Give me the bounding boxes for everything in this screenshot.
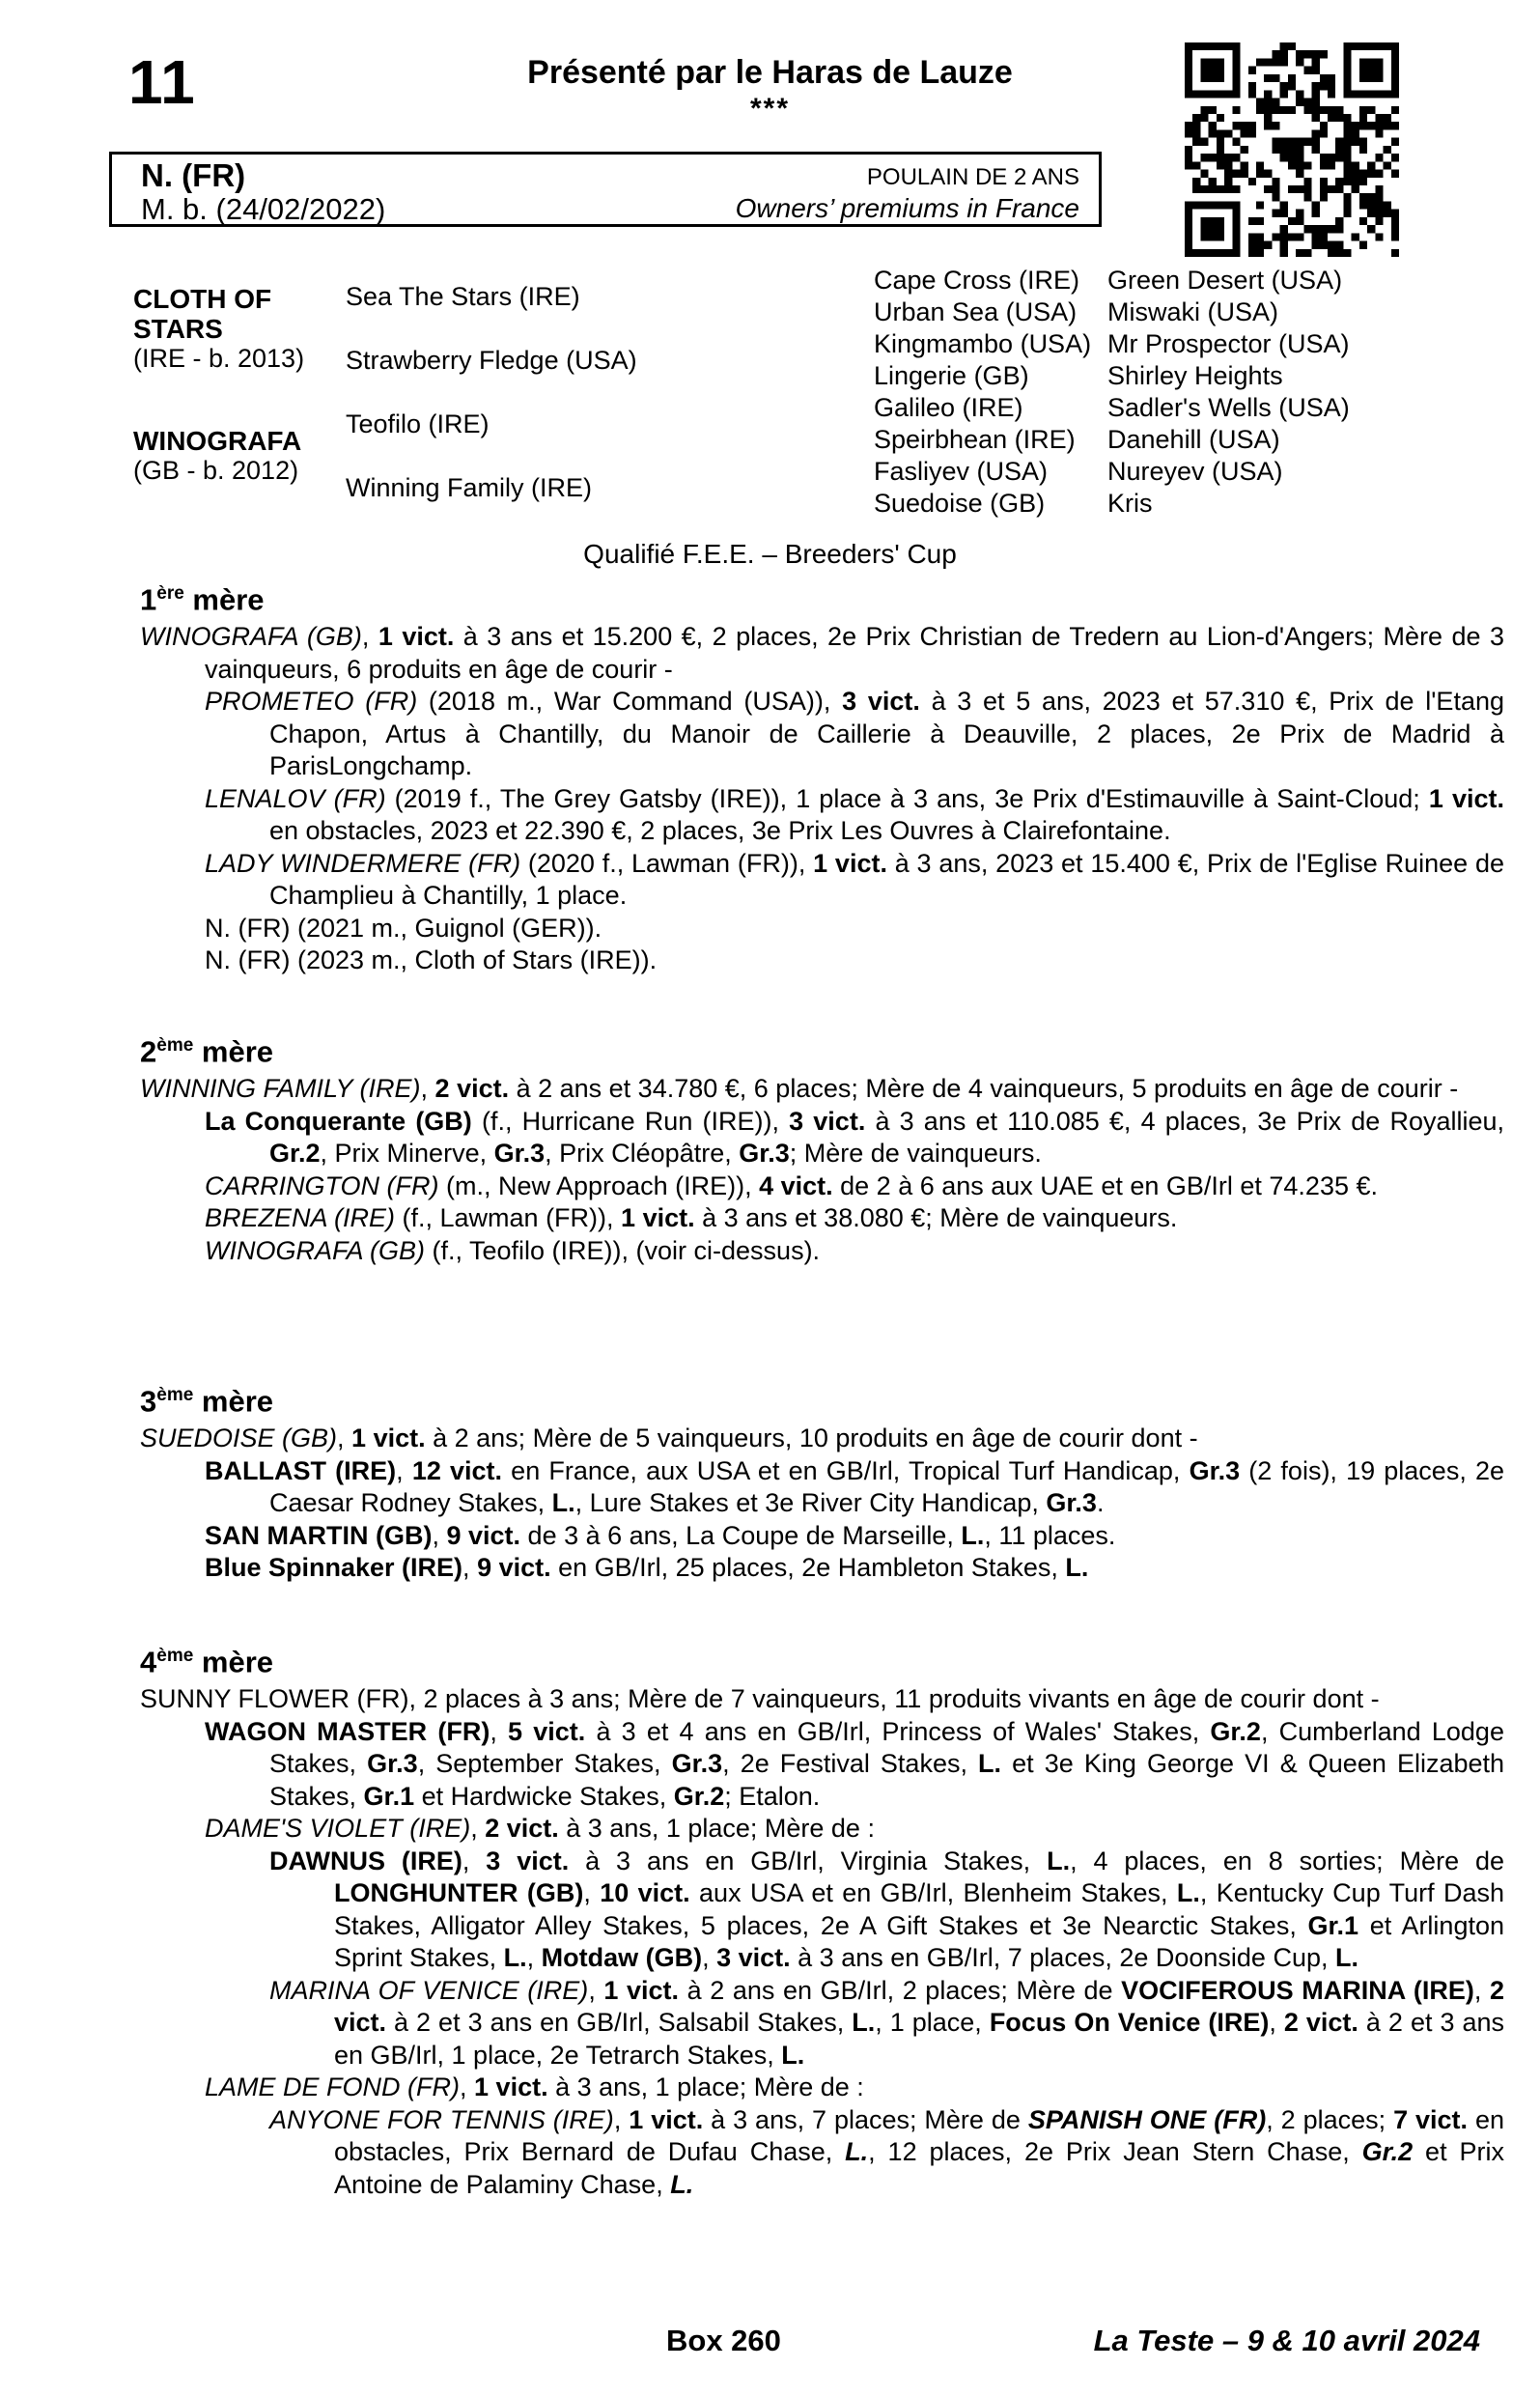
mere-section-3 xyxy=(140,1379,1504,1585)
text-run: Gr.3 xyxy=(739,1139,790,1169)
pedigree-paragraph xyxy=(140,1455,1504,1520)
mere-section-4 xyxy=(140,1640,1504,2201)
text-run: , xyxy=(702,1943,717,1973)
text-run: Gr.3 xyxy=(367,1749,418,1779)
mere-section-1 xyxy=(140,578,1504,977)
pedigree-paragraph xyxy=(140,2072,1504,2104)
text-run: 10 vict. xyxy=(600,1878,690,1908)
heading-ordinal-suffix: ère xyxy=(156,583,184,604)
heading-ordinal-suffix: ème xyxy=(156,1385,194,1405)
text-run: 3 vict. xyxy=(789,1106,866,1136)
horse-name: N. (FR) xyxy=(141,157,246,193)
sale-conditions xyxy=(736,157,1079,221)
pedigree-paragraph xyxy=(140,1716,1504,1814)
text-run: 12 vict. xyxy=(411,1455,503,1485)
text-run: (f., Teofilo (IRE)), (voir ci-dessus). xyxy=(424,1235,821,1265)
pedigree-gen4-0: Green Desert (USA) xyxy=(1107,266,1343,295)
text-run: (f., Hurricane Run (IRE)), xyxy=(471,1106,790,1136)
text-run: WINOGRAFA (GB) xyxy=(140,622,362,652)
pedigree-paragraph xyxy=(140,1520,1504,1553)
text-run: LONGHUNTER (GB) xyxy=(334,1878,584,1908)
text-run: (2019 f., The Grey Gatsby (IRE)), 1 place à 3 ans, 3e Prix d'Estimauville à Saint-Cloud; xyxy=(385,783,1429,813)
text-run: 5 vict. xyxy=(508,1716,586,1746)
text-run: BALLAST (IRE) xyxy=(205,1455,397,1485)
text-run: SUNNY FLOWER (FR), 2 places à 3 ans; Mère de 7 vainqueurs, 11 produits vivants en âge de courir dont - xyxy=(140,1684,1380,1714)
text-run: L. xyxy=(503,1943,527,1973)
text-run: 2 vict. xyxy=(485,1814,559,1844)
text-run: à 3 ans, 1 place; Mère de : xyxy=(547,2072,864,2102)
text-run: SAN MARTIN (GB) xyxy=(205,1520,433,1550)
text-run: à 2 ans; Mère de 5 vainqueurs, 10 produits en âge de courir dont - xyxy=(425,1424,1198,1453)
text-run: 2 vict. xyxy=(334,1975,1504,2038)
text-run: , xyxy=(470,1814,486,1844)
horse-category: POULAIN DE 2 ANS xyxy=(866,164,1079,190)
pedigree-gen1-1 xyxy=(133,426,346,486)
pedigree-paragraph xyxy=(140,1423,1504,1455)
text-run: , xyxy=(396,1455,412,1485)
section-heading: 1ère mère xyxy=(140,582,265,617)
text-run: , xyxy=(490,1716,509,1746)
pedigree-paragraph xyxy=(140,1202,1504,1235)
text-run: 9 vict. xyxy=(446,1520,521,1550)
text-run: à 3 ans, 1 place; Mère de : xyxy=(558,1814,875,1844)
text-run: de 3 à 6 ans, La Coupe de Marseille, xyxy=(520,1520,962,1550)
text-run: PROMETEO (FR) xyxy=(205,687,418,717)
text-run: Gr.3 xyxy=(671,1749,723,1779)
text-run: en GB/Irl, 25 places, 2e Hambleton Stakes, xyxy=(550,1553,1066,1583)
text-run: VOCIFEROUS MARINA (IRE) xyxy=(1121,1975,1474,2005)
text-run: 1 vict. xyxy=(474,2072,548,2102)
text-run: L. xyxy=(978,1749,1002,1779)
box-number: Box 260 xyxy=(666,2324,781,2357)
pedigree-gen2-0: Sea The Stars (IRE) xyxy=(346,281,580,311)
text-run: à 3 et 5 ans, 2023 et 57.310 €, Prix de l'Etang Chapon, Artus à Chantilly, du Manoir de Caillerie à Deauville, 2 places, 2e Prix de Madrid à ParisLongchamp. xyxy=(269,687,1504,781)
pedigree-gen4-7: Kris xyxy=(1107,489,1153,518)
text-run: , 12 places, 2e Prix Jean Stern Chase, xyxy=(868,2137,1362,2167)
text-run: , xyxy=(337,1424,352,1453)
text-run: 3 vict. xyxy=(842,687,920,717)
pedigree-paragraph xyxy=(140,621,1504,686)
text-run: LADY WINDERMERE (FR) xyxy=(205,848,521,878)
text-run: , 4 places, en 8 sorties; Mère de xyxy=(1070,1846,1505,1875)
pedigree-gen2-2: Teofilo (IRE) xyxy=(346,409,490,438)
text-run: 4 vict. xyxy=(759,1170,833,1200)
text-run: 3 vict. xyxy=(716,1943,791,1973)
text-run: à 2 et 3 ans en GB/Irl, 1 place, 2e Tetrarch Stakes, xyxy=(334,2008,1505,2070)
text-run: L. xyxy=(845,2137,869,2167)
text-run: MARINA OF VENICE (IRE) xyxy=(269,1975,589,2005)
horse-header-box xyxy=(109,152,1102,227)
qualification-line: Qualifié F.E.E. – Breeders' Cup xyxy=(583,539,957,569)
text-run: N. (FR) (2023 m., Cloth of Stars (IRE)). xyxy=(205,945,658,975)
pedigree-gen3-2: Kingmambo (USA) xyxy=(874,329,1092,358)
text-run: à 2 ans et 34.780 €, 6 places; Mère de 4 vainqueurs, 5 produits en âge de courir - xyxy=(509,1074,1459,1104)
text-run: , 11 places. xyxy=(984,1520,1116,1550)
text-run: , 2 places; xyxy=(1266,2104,1394,2134)
text-run: , xyxy=(588,1975,604,2005)
text-run: L. xyxy=(670,2169,694,2199)
text-run: Gr.3 xyxy=(493,1139,546,1169)
text-run: L. xyxy=(1176,1878,1200,1908)
text-run: L. xyxy=(852,2008,876,2038)
text-run: CARRINGTON (FR) xyxy=(205,1170,439,1200)
horse-identity xyxy=(141,157,386,226)
text-run: , xyxy=(1269,2008,1284,2038)
section-heading: 2ème mère xyxy=(140,1034,274,1069)
text-run: 1 vict. xyxy=(378,622,455,652)
pedigree-gen4-4: Sadler's Wells (USA) xyxy=(1107,393,1350,422)
text-run: L. xyxy=(781,2040,805,2070)
text-run: à 3 ans et 110.085 €, 4 places, 3e Prix de Royallieu, xyxy=(865,1106,1505,1136)
pedigree-gen2-3: Winning Family (IRE) xyxy=(346,472,593,502)
text-run: ; Etalon. xyxy=(724,1781,821,1811)
text-run: à 3 ans en GB/Irl, Virginia Stakes, xyxy=(569,1846,1048,1875)
text-run: L. xyxy=(1065,1553,1089,1583)
owners-premiums: Owners’ premiums in France xyxy=(735,193,1079,223)
pedigree-gen3-1: Urban Sea (USA) xyxy=(874,297,1078,326)
lot-number: 11 xyxy=(128,47,196,117)
pedigree-paragraph xyxy=(140,1235,1504,1268)
text-run: , xyxy=(432,1520,447,1550)
text-run: (f., Lawman (FR)), xyxy=(395,1203,622,1233)
text-run: Gr.2 xyxy=(1210,1716,1261,1746)
pedigree-gen3-0: Cape Cross (IRE) xyxy=(874,266,1080,295)
text-run: à 3 ans et 38.080 €; Mère de vainqueurs. xyxy=(694,1203,1178,1233)
pedigree-paragraph xyxy=(140,848,1504,913)
text-run: SPANISH ONE (FR) xyxy=(1027,2104,1267,2134)
pedigree-parent-origin: (GB - b. 2012) xyxy=(133,456,299,485)
text-run: 1 vict. xyxy=(351,1424,426,1453)
text-run: à 3 ans, 2023 et 15.400 €, Prix de l'Eglise Ruinee de Champlieu à Chantilly, 1 place. xyxy=(269,848,1504,911)
text-run: 1 vict. xyxy=(1428,783,1505,813)
text-run: LAME DE FOND (FR) xyxy=(205,2072,461,2102)
text-run: Gr.2 xyxy=(673,1781,725,1811)
text-run: Blue Spinnaker (IRE) xyxy=(205,1553,463,1583)
sale-name-date: La Teste – 9 & 10 avril 2024 xyxy=(1093,2324,1480,2357)
text-run: 1 vict. xyxy=(603,1975,680,2005)
text-run: 2 vict. xyxy=(1283,2008,1358,2038)
text-run: 1 vict. xyxy=(813,848,887,878)
pedigree-paragraph xyxy=(140,1813,1504,1846)
text-run: Gr.1 xyxy=(363,1781,415,1811)
pedigree-gen2-1: Strawberry Fledge (USA) xyxy=(346,345,637,375)
text-run: Focus On Venice (IRE) xyxy=(989,2008,1270,2038)
pedigree-paragraph xyxy=(140,1683,1504,1716)
text-run: ANYONE FOR TENNIS (IRE) xyxy=(269,2104,614,2134)
pedigree-gen3-6: Fasliyev (USA) xyxy=(874,457,1049,486)
pedigree-paragraph xyxy=(140,1170,1504,1203)
text-run: L. xyxy=(551,1488,575,1518)
pedigree-gen4-1: Miswaki (USA) xyxy=(1107,297,1279,326)
pedigree-gen4-2: Mr Prospector (USA) xyxy=(1107,329,1350,358)
text-run: (2018 m., War Command (USA)), xyxy=(417,687,843,717)
text-run: , Prix Cléopâtre, xyxy=(545,1139,740,1169)
text-run: en obstacles, 2023 et 22.390 €, 2 places, 3e Prix Les Ouvres à Clairefontaine. xyxy=(269,816,1171,846)
text-run: L. xyxy=(1334,1943,1358,1973)
text-run: , xyxy=(526,1943,542,1973)
stars-separator: *** xyxy=(749,93,791,125)
pedigree-paragraph xyxy=(140,1552,1504,1585)
pedigree-gen3-5: Speirbhean (IRE) xyxy=(874,425,1076,454)
text-run: , xyxy=(460,2072,475,2102)
mere-section-2 xyxy=(140,1029,1504,1267)
text-run: , September Stakes, xyxy=(417,1749,672,1779)
text-run: La Conquerante (GB) xyxy=(205,1106,472,1136)
text-run: WINOGRAFA (GB) xyxy=(205,1235,425,1265)
text-run: Gr.3 xyxy=(1189,1455,1241,1485)
text-run: Gr.2 xyxy=(1361,2137,1414,2167)
pedigree-gen4-6: Nureyev (USA) xyxy=(1107,457,1283,486)
text-run: et Arlington Sprint Stakes, xyxy=(334,1910,1504,1973)
horse-birth-details: M. b. (24/02/2022) xyxy=(141,192,386,226)
pedigree-table xyxy=(133,265,1514,520)
text-run: 2 vict. xyxy=(434,1074,510,1104)
text-run: , 2e Festival Stakes, xyxy=(722,1749,979,1779)
text-run: à 3 ans et 15.200 €, 2 places, 2e Prix Christian de Tredern au Lion-d'Angers; Mère de 3 vainqueurs, 6 produits en âge de courir - xyxy=(205,622,1504,684)
text-run: L. xyxy=(961,1520,985,1550)
text-run: Motdaw (GB) xyxy=(541,1943,703,1973)
pedigree-paragraph xyxy=(140,944,1504,977)
text-run: , Prix Minerve, xyxy=(320,1139,494,1169)
pedigree-paragraph xyxy=(140,1975,1504,2072)
text-run: . xyxy=(1096,1488,1105,1518)
pedigree-paragraph xyxy=(140,2104,1504,2202)
pedigree-gen1-0 xyxy=(133,284,346,374)
pedigree-parent-name: CLOTH OF STARS xyxy=(133,283,272,344)
text-run: 9 vict. xyxy=(477,1553,551,1583)
text-run: à 2 et 3 ans en GB/Irl, Salsabil Stakes, xyxy=(386,2008,853,2038)
qr-code-icon xyxy=(1185,42,1399,257)
text-run: ; Mère de vainqueurs. xyxy=(789,1139,1042,1169)
text-run: à 3 ans en GB/Irl, 7 places, 2e Doonside Cup, xyxy=(790,1943,1335,1973)
presenter-title: Présenté par le Haras de Lauze xyxy=(527,54,1013,91)
pedigree-gen3-7: Suedoise (GB) xyxy=(874,489,1046,518)
pedigree-paragraph xyxy=(140,686,1504,783)
text-run: et 3e King George VI & Queen Elizabeth Stakes, xyxy=(269,1749,1505,1811)
text-run: BREZENA (IRE) xyxy=(205,1203,396,1233)
text-run: et Hardwicke Stakes, xyxy=(414,1781,674,1811)
text-run: en obstacles, Prix Bernard de Dufau Chase, xyxy=(334,2104,1505,2167)
text-run: Gr.2 xyxy=(269,1139,321,1169)
text-run: , xyxy=(462,1553,478,1583)
text-run: Gr.3 xyxy=(1046,1488,1097,1518)
text-run: 3 vict. xyxy=(486,1846,570,1875)
text-run: 1 vict. xyxy=(621,1203,695,1233)
text-run: 7 vict. xyxy=(1393,2104,1469,2134)
text-run: (2 fois), 19 places, 2e Caesar Rodney Stakes, xyxy=(269,1455,1505,1518)
text-run: , xyxy=(420,1074,435,1104)
text-run: , Cumberland Lodge Stakes, xyxy=(269,1716,1504,1779)
text-run: , xyxy=(361,622,378,652)
text-run: , xyxy=(583,1878,601,1908)
pedigree-paragraph xyxy=(140,913,1504,945)
text-run: WAGON MASTER (FR) xyxy=(205,1716,490,1746)
text-run: WINNING FAMILY (IRE) xyxy=(140,1074,421,1104)
text-run: à 3 ans, 7 places; Mère de xyxy=(703,2104,1028,2134)
text-run: SUEDOISE (GB) xyxy=(140,1424,338,1453)
section-heading: 3ème mère xyxy=(140,1384,274,1419)
text-run: à 3 et 4 ans en GB/Irl, Princess of Wales' Stakes, xyxy=(585,1716,1211,1746)
pedigree-paragraph xyxy=(140,1846,1504,1975)
pedigree-paragraph xyxy=(140,783,1504,848)
pedigree-paragraph xyxy=(140,1106,1504,1170)
pedigree-gen3-4: Galileo (IRE) xyxy=(874,393,1023,422)
text-run: 1 vict. xyxy=(629,2104,704,2134)
text-run: , xyxy=(613,2104,630,2134)
section-heading: 4ème mère xyxy=(140,1645,274,1679)
text-run: , 1 place, xyxy=(875,2008,990,2038)
heading-ordinal-suffix: ème xyxy=(156,1646,194,1666)
text-run: aux USA et en GB/Irl, Blenheim Stakes, xyxy=(689,1878,1177,1908)
pedigree-gen3-3: Lingerie (GB) xyxy=(874,361,1029,390)
text-run: et Prix Antoine de Palaminy Chase, xyxy=(334,2137,1504,2199)
pedigree-gen4-5: Danehill (USA) xyxy=(1107,425,1280,454)
text-run: , Lure Stakes et 3e River City Handicap, xyxy=(574,1488,1047,1518)
text-run: à 2 ans en GB/Irl, 2 places; Mère de xyxy=(679,1975,1122,2005)
pedigree-gen4-3: Shirley Heights xyxy=(1107,361,1283,390)
pedigree-parent-origin: (IRE - b. 2013) xyxy=(133,343,305,373)
text-run: , xyxy=(462,1846,487,1875)
text-run: , xyxy=(1473,1975,1490,2005)
text-run: (m., New Approach (IRE)), xyxy=(438,1170,760,1200)
heading-ordinal-suffix: ème xyxy=(156,1035,194,1056)
pedigree-parent-name: WINOGRAFA xyxy=(133,426,302,456)
text-run: DAWNUS (IRE) xyxy=(269,1846,462,1875)
text-run: DAME'S VIOLET (IRE) xyxy=(205,1814,471,1844)
text-run: L. xyxy=(1047,1846,1071,1875)
text-run: Gr.1 xyxy=(1307,1910,1359,1940)
pedigree-paragraph xyxy=(140,1073,1504,1106)
text-run: (2020 f., Lawman (FR)), xyxy=(520,848,814,878)
text-run: en France, aux USA et en GB/Irl, Tropical Turf Handicap, xyxy=(502,1455,1190,1485)
text-run: N. (FR) (2021 m., Guignol (GER)). xyxy=(205,913,602,943)
text-run: de 2 à 6 ans aux UAE et en GB/Irl et 74.235 €. xyxy=(832,1170,1378,1200)
text-run: LENALOV (FR) xyxy=(205,783,386,813)
text-run: , Kentucky Cup Turf Dash Stakes, Alligator Alley Stakes, 5 places, 2e A Gift Stakes et 3e Nearctic Stakes, xyxy=(334,1878,1504,1940)
